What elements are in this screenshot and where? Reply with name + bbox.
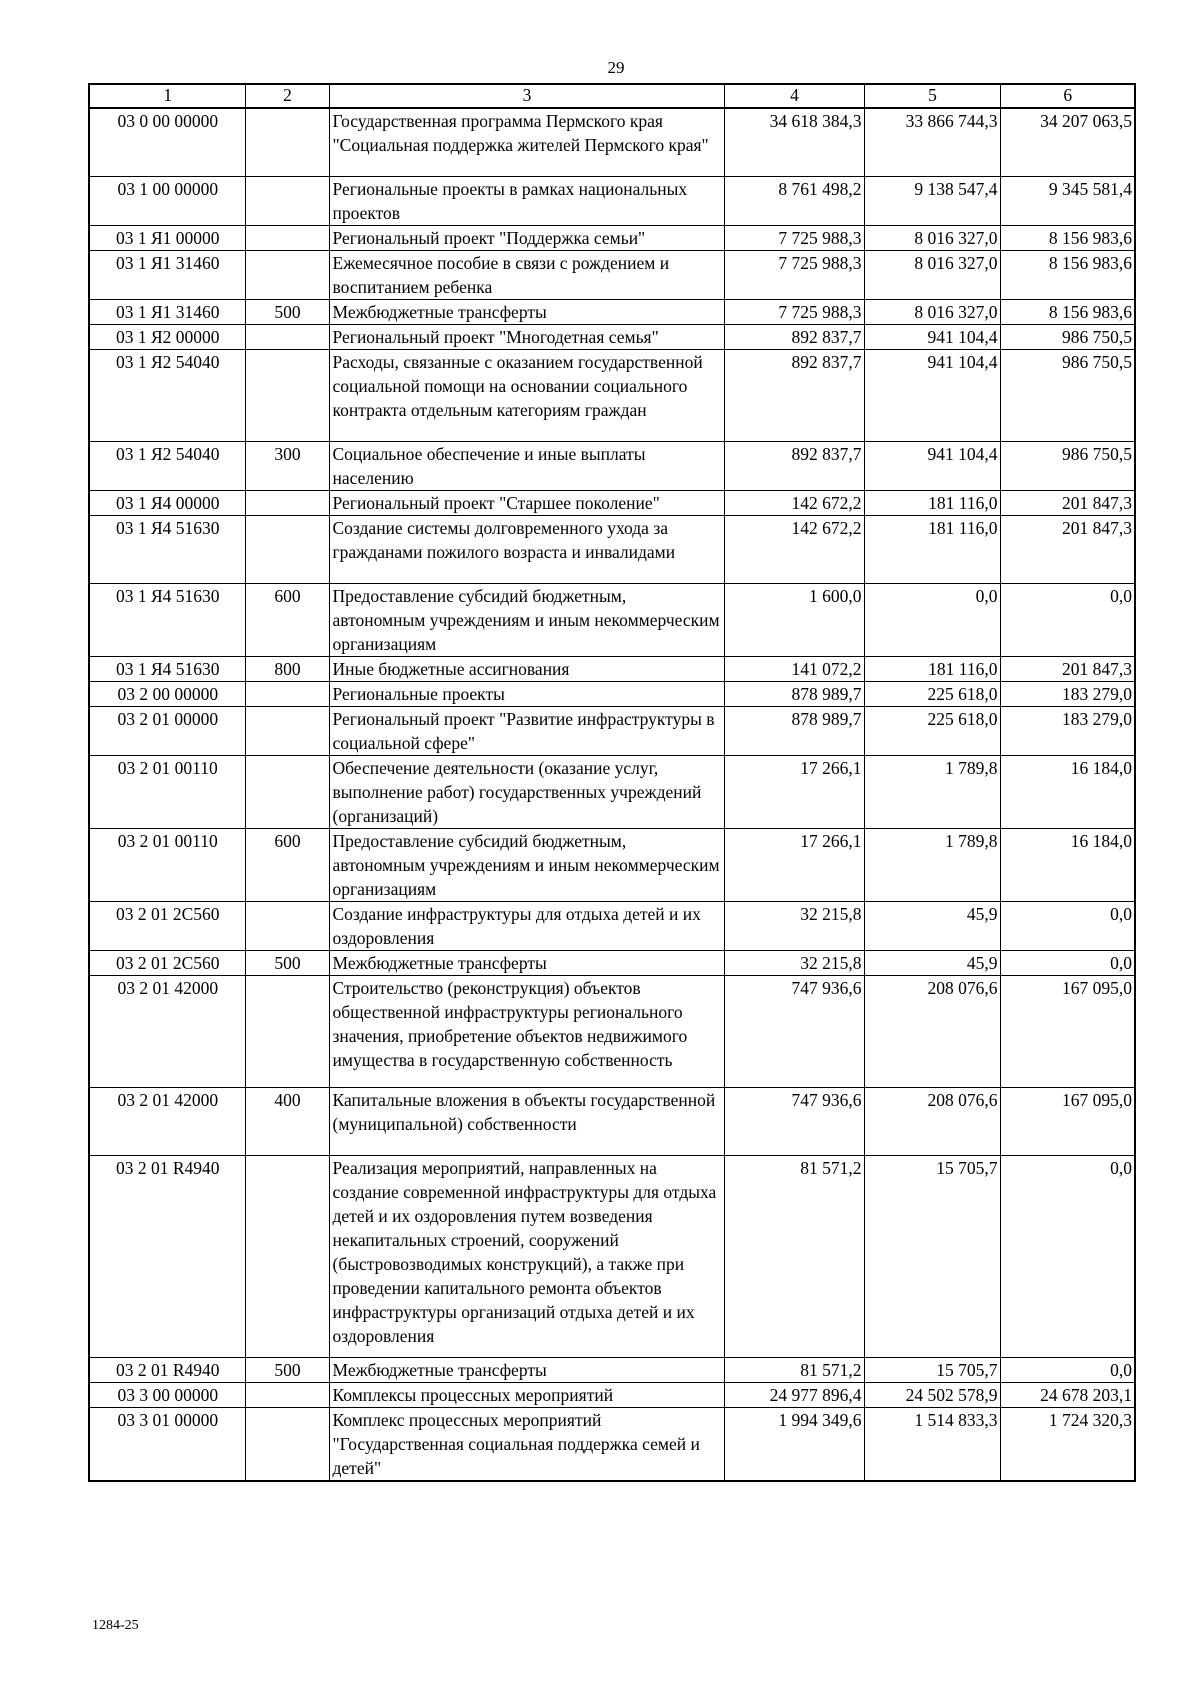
row-expense-type (245, 1155, 329, 1357)
row-name: Межбюджетные трансферты (329, 299, 724, 324)
row-code: 03 3 01 00000 (89, 1407, 245, 1481)
row-code: 03 0 00 00000 (89, 108, 245, 176)
table-row (89, 324, 1135, 349)
row-expense-type: 300 (245, 441, 329, 490)
row-amount-col4: 747 936,6 (724, 1087, 864, 1155)
row-code: 03 1 Я2 54040 (89, 349, 245, 441)
row-amount-col6: 167 095,0 (1000, 1087, 1135, 1155)
row-amount-col6: 34 207 063,5 (1000, 108, 1135, 176)
header-col-4: 4 (724, 84, 864, 108)
row-amount-col4: 747 936,6 (724, 975, 864, 1087)
row-amount-col5: 15 705,7 (864, 1357, 1000, 1382)
row-amount-col5: 1 789,8 (864, 828, 1000, 901)
row-amount-col6: 16 184,0 (1000, 828, 1135, 901)
row-code: 03 2 01 42000 (89, 1087, 245, 1155)
row-amount-col6: 986 750,5 (1000, 441, 1135, 490)
row-amount-col6: 986 750,5 (1000, 349, 1135, 441)
row-expense-type (245, 108, 329, 176)
row-code: 03 2 01 42000 (89, 975, 245, 1087)
row-amount-col5: 9 138 547,4 (864, 176, 1000, 225)
row-amount-col4: 142 672,2 (724, 515, 864, 583)
row-amount-col4: 7 725 988,3 (724, 299, 864, 324)
header-col-2: 2 (245, 84, 329, 108)
table-row (89, 225, 1135, 250)
row-expense-type (245, 706, 329, 755)
row-name: Иные бюджетные ассигнования (329, 656, 724, 681)
row-code: 03 1 Я2 54040 (89, 441, 245, 490)
row-expense-type: 600 (245, 828, 329, 901)
row-name: Комплексы процессных мероприятий (329, 1382, 724, 1407)
row-code: 03 2 01 2С560 (89, 950, 245, 975)
table-row (89, 1357, 1135, 1382)
table-row (89, 901, 1135, 950)
row-expense-type (245, 349, 329, 441)
row-amount-col6: 9 345 581,4 (1000, 176, 1135, 225)
row-amount-col4: 32 215,8 (724, 950, 864, 975)
row-amount-col6: 8 156 983,6 (1000, 225, 1135, 250)
row-name: Межбюджетные трансферты (329, 1357, 724, 1382)
row-amount-col5: 8 016 327,0 (864, 299, 1000, 324)
table-row (89, 490, 1135, 515)
row-name: Региональный проект "Поддержка семьи" (329, 225, 724, 250)
row-amount-col4: 892 837,7 (724, 441, 864, 490)
row-code: 03 2 01 R4940 (89, 1155, 245, 1357)
row-expense-type (245, 901, 329, 950)
row-amount-col4: 141 072,2 (724, 656, 864, 681)
row-amount-col6: 201 847,3 (1000, 490, 1135, 515)
row-name: Региональный проект "Развитие инфраструктуры в социальной сфере" (329, 706, 724, 755)
row-amount-col6: 24 678 203,1 (1000, 1382, 1135, 1407)
row-amount-col6: 183 279,0 (1000, 706, 1135, 755)
row-amount-col6: 0,0 (1000, 1155, 1135, 1357)
table-row (89, 299, 1135, 324)
row-expense-type (245, 176, 329, 225)
header-row (89, 84, 1135, 108)
header-col-6: 6 (1000, 84, 1135, 108)
row-amount-col4: 7 725 988,3 (724, 225, 864, 250)
row-amount-col5: 15 705,7 (864, 1155, 1000, 1357)
table-row (89, 1382, 1135, 1407)
row-amount-col5: 225 618,0 (864, 706, 1000, 755)
row-code: 03 1 Я1 31460 (89, 299, 245, 324)
row-amount-col4: 1 994 349,6 (724, 1407, 864, 1481)
row-expense-type (245, 324, 329, 349)
row-amount-col5: 8 016 327,0 (864, 250, 1000, 299)
row-name: Создание инфраструктуры для отдыха детей и их оздоровления (329, 901, 724, 950)
row-amount-col4: 34 618 384,3 (724, 108, 864, 176)
budget-table (88, 83, 1136, 1482)
row-expense-type: 500 (245, 299, 329, 324)
row-name: Комплекс процессных мероприятий "Государственная социальная поддержка семей и детей" (329, 1407, 724, 1481)
row-amount-col5: 45,9 (864, 901, 1000, 950)
row-code: 03 2 01 2С560 (89, 901, 245, 950)
header-col-3: 3 (329, 84, 724, 108)
row-amount-col5: 1 789,8 (864, 755, 1000, 828)
row-amount-col6: 16 184,0 (1000, 755, 1135, 828)
table-row (89, 583, 1135, 656)
row-name: Капитальные вложения в объекты государственной (муниципальной) собственности (329, 1087, 724, 1155)
row-name: Строительство (реконструкция) объектов общественной инфраструктуры регионального значения, приобретение объектов недвижимого имущества в государственную собственность (329, 975, 724, 1087)
row-expense-type (245, 490, 329, 515)
row-name: Предоставление субсидий бюджетным, автономным учреждениям и иным некоммерческим организациям (329, 583, 724, 656)
row-amount-col5: 225 618,0 (864, 681, 1000, 706)
table-row (89, 1407, 1135, 1481)
row-expense-type: 500 (245, 950, 329, 975)
row-expense-type (245, 755, 329, 828)
row-name: Реализация мероприятий, направленных на создание современной инфраструктуры для отдыха детей и их оздоровления путем возведения некапитальных строений, сооружений (быстровозводимых конструкций), а также при проведении капитального ремонта объектов инфраструктуры организаций отдыха детей и их оздоровления (329, 1155, 724, 1357)
row-amount-col6: 986 750,5 (1000, 324, 1135, 349)
row-code: 03 2 01 R4940 (89, 1357, 245, 1382)
row-code: 03 3 00 00000 (89, 1382, 245, 1407)
table-row (89, 755, 1135, 828)
row-code: 03 1 Я1 31460 (89, 250, 245, 299)
row-amount-col5: 941 104,4 (864, 324, 1000, 349)
row-amount-col6: 0,0 (1000, 1357, 1135, 1382)
row-amount-col5: 0,0 (864, 583, 1000, 656)
row-amount-col5: 45,9 (864, 950, 1000, 975)
row-amount-col4: 17 266,1 (724, 755, 864, 828)
row-amount-col5: 33 866 744,3 (864, 108, 1000, 176)
row-amount-col6: 8 156 983,6 (1000, 299, 1135, 324)
row-amount-col5: 181 116,0 (864, 515, 1000, 583)
row-amount-col6: 0,0 (1000, 901, 1135, 950)
table-row (89, 515, 1135, 583)
header-col-1: 1 (89, 84, 245, 108)
table-row (89, 349, 1135, 441)
row-name: Предоставление субсидий бюджетным, автономным учреждениям и иным некоммерческим организациям (329, 828, 724, 901)
document-code: 1284-25 (92, 1618, 139, 1633)
table-row (89, 706, 1135, 755)
row-code: 03 2 00 00000 (89, 681, 245, 706)
row-expense-type (245, 515, 329, 583)
row-amount-col4: 32 215,8 (724, 901, 864, 950)
row-code: 03 2 01 00110 (89, 828, 245, 901)
table-row (89, 681, 1135, 706)
table-row (89, 108, 1135, 176)
row-amount-col5: 8 016 327,0 (864, 225, 1000, 250)
row-name: Региональные проекты в рамках национальных проектов (329, 176, 724, 225)
row-amount-col5: 941 104,4 (864, 349, 1000, 441)
row-expense-type (245, 225, 329, 250)
row-expense-type (245, 250, 329, 299)
row-amount-col5: 941 104,4 (864, 441, 1000, 490)
row-amount-col4: 878 989,7 (724, 706, 864, 755)
row-amount-col4: 81 571,2 (724, 1155, 864, 1357)
row-name: Обеспечение деятельности (оказание услуг, выполнение работ) государственных учреждений (организаций) (329, 755, 724, 828)
row-expense-type (245, 1407, 329, 1481)
row-amount-col4: 17 266,1 (724, 828, 864, 901)
row-expense-type (245, 1382, 329, 1407)
table-row (89, 975, 1135, 1087)
row-amount-col6: 0,0 (1000, 583, 1135, 656)
row-name: Ежемесячное пособие в связи с рождением и воспитанием ребенка (329, 250, 724, 299)
row-amount-col6: 167 095,0 (1000, 975, 1135, 1087)
row-amount-col5: 181 116,0 (864, 656, 1000, 681)
row-amount-col6: 201 847,3 (1000, 656, 1135, 681)
row-name: Региональный проект "Многодетная семья" (329, 324, 724, 349)
row-amount-col6: 183 279,0 (1000, 681, 1135, 706)
row-amount-col6: 201 847,3 (1000, 515, 1135, 583)
row-amount-col4: 878 989,7 (724, 681, 864, 706)
table-row (89, 656, 1135, 681)
table-row (89, 828, 1135, 901)
row-amount-col4: 24 977 896,4 (724, 1382, 864, 1407)
row-code: 03 1 Я1 00000 (89, 225, 245, 250)
table-row (89, 950, 1135, 975)
row-expense-type (245, 681, 329, 706)
row-amount-col5: 1 514 833,3 (864, 1407, 1000, 1481)
row-name: Региональные проекты (329, 681, 724, 706)
table-row (89, 441, 1135, 490)
row-amount-col5: 208 076,6 (864, 975, 1000, 1087)
row-amount-col4: 8 761 498,2 (724, 176, 864, 225)
row-name: Расходы, связанные с оказанием государственной социальной помощи на основании социального контракта отдельным категориям граждан (329, 349, 724, 441)
row-amount-col4: 892 837,7 (724, 349, 864, 441)
row-code: 03 2 01 00110 (89, 755, 245, 828)
row-amount-col5: 24 502 578,9 (864, 1382, 1000, 1407)
header-col-5: 5 (864, 84, 1000, 108)
row-amount-col4: 7 725 988,3 (724, 250, 864, 299)
row-code: 03 2 01 00000 (89, 706, 245, 755)
row-name: Социальное обеспечение и иные выплаты населению (329, 441, 724, 490)
table-row (89, 250, 1135, 299)
row-amount-col6: 0,0 (1000, 950, 1135, 975)
row-amount-col5: 181 116,0 (864, 490, 1000, 515)
row-amount-col5: 208 076,6 (864, 1087, 1000, 1155)
row-amount-col6: 8 156 983,6 (1000, 250, 1135, 299)
page-number: 29 (607, 58, 625, 77)
row-amount-col4: 142 672,2 (724, 490, 864, 515)
row-name: Региональный проект "Старшее поколение" (329, 490, 724, 515)
row-amount-col4: 1 600,0 (724, 583, 864, 656)
table-row (89, 1087, 1135, 1155)
table-row (89, 1155, 1135, 1357)
row-name: Межбюджетные трансферты (329, 950, 724, 975)
row-amount-col4: 81 571,2 (724, 1357, 864, 1382)
row-amount-col4: 892 837,7 (724, 324, 864, 349)
row-expense-type: 500 (245, 1357, 329, 1382)
row-expense-type: 600 (245, 583, 329, 656)
row-expense-type (245, 975, 329, 1087)
row-code: 03 1 Я4 51630 (89, 583, 245, 656)
row-code: 03 1 Я4 00000 (89, 490, 245, 515)
row-expense-type: 800 (245, 656, 329, 681)
row-name: Создание системы долговременного ухода за гражданами пожилого возраста и инвалидами (329, 515, 724, 583)
row-code: 03 1 Я4 51630 (89, 656, 245, 681)
row-code: 03 1 Я2 00000 (89, 324, 245, 349)
row-code: 03 1 00 00000 (89, 176, 245, 225)
row-code: 03 1 Я4 51630 (89, 515, 245, 583)
row-expense-type: 400 (245, 1087, 329, 1155)
table-row (89, 176, 1135, 225)
row-name: Государственная программа Пермского края "Социальная поддержка жителей Пермского края" (329, 108, 724, 176)
row-amount-col6: 1 724 320,3 (1000, 1407, 1135, 1481)
